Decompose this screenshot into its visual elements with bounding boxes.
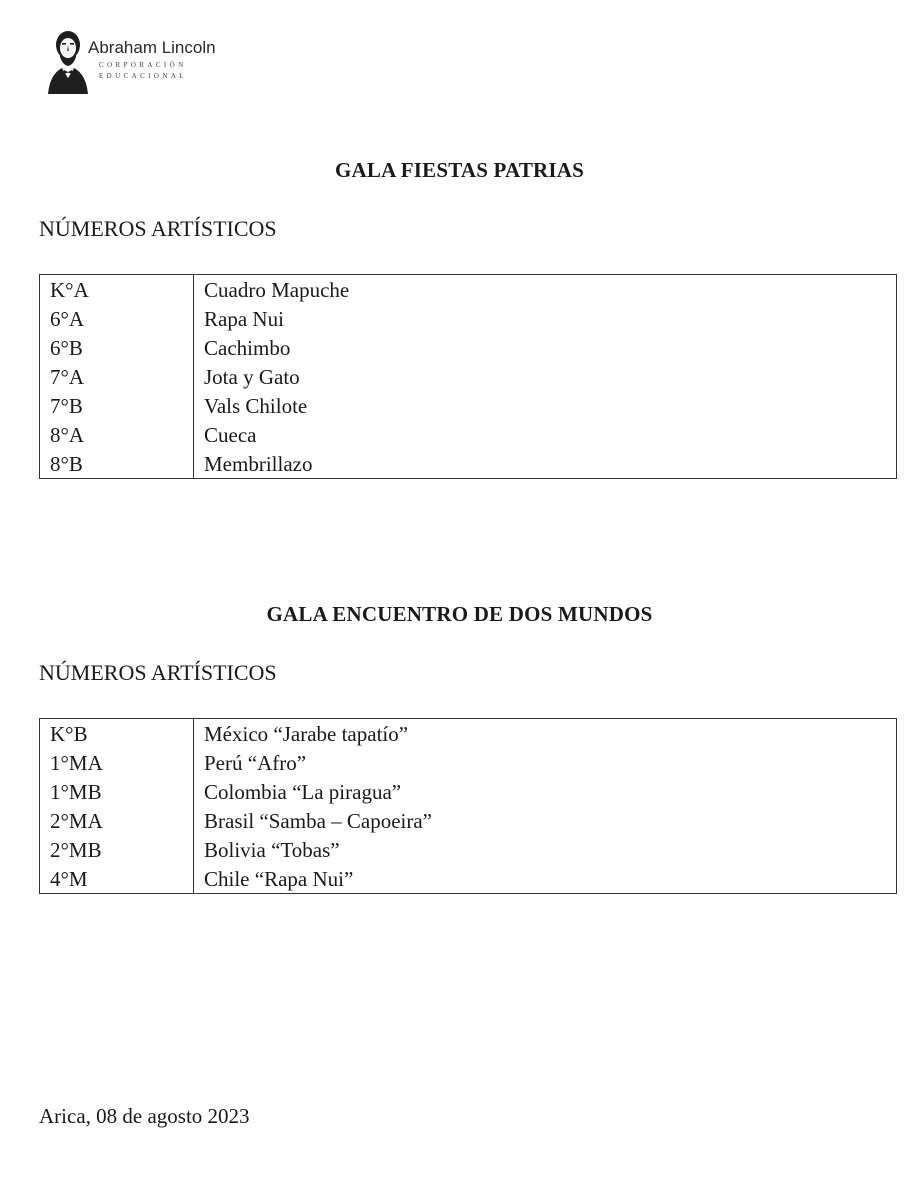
course-cell: 2°MB bbox=[40, 835, 194, 864]
course-cell: 8°A bbox=[40, 420, 194, 449]
place-date: Arica, 08 de agosto 2023 bbox=[39, 1104, 250, 1128]
course-cell: 7°A bbox=[40, 362, 194, 391]
course-cell: K°B bbox=[40, 719, 194, 749]
section2-table bbox=[39, 718, 897, 894]
table-row bbox=[40, 719, 897, 749]
course-cell: 7°B bbox=[40, 391, 194, 420]
table-row bbox=[40, 449, 897, 479]
logo-subtitle-line1: CORPORACIÓN bbox=[99, 61, 187, 69]
section1-table bbox=[39, 274, 897, 479]
act-cell: México “Jarabe tapatío” bbox=[204, 721, 409, 746]
course-cell: 1°MA bbox=[40, 748, 194, 777]
section1-title: GALA FIESTAS PATRIAS bbox=[334, 158, 585, 182]
table-row bbox=[40, 275, 897, 305]
act-cell: Chile “Rapa Nui” bbox=[204, 866, 354, 891]
act-cell: Vals Chilote bbox=[204, 393, 308, 418]
table-row bbox=[40, 304, 897, 333]
table-row bbox=[40, 333, 897, 362]
table-row bbox=[40, 362, 897, 391]
act-cell: Rapa Nui bbox=[204, 306, 284, 331]
course-cell: 8°B bbox=[40, 449, 194, 479]
section2-title: GALA ENCUENTRO DE DOS MUNDOS bbox=[266, 602, 653, 626]
act-cell: Cueca bbox=[204, 422, 257, 447]
act-cell: Brasil “Samba – Capoeira” bbox=[204, 808, 433, 833]
act-cell: Colombia “La piragua” bbox=[204, 779, 402, 804]
logo-name: Abraham Lincoln bbox=[88, 38, 216, 57]
act-cell: Cuadro Mapuche bbox=[204, 277, 350, 302]
course-cell: K°A bbox=[40, 275, 194, 305]
lincoln-portrait-icon bbox=[44, 28, 92, 98]
act-cell: Membrillazo bbox=[204, 451, 313, 476]
course-cell: 2°MA bbox=[40, 806, 194, 835]
table-row bbox=[40, 748, 897, 777]
act-cell: Perú “Afro” bbox=[204, 750, 307, 775]
course-cell: 1°MB bbox=[40, 777, 194, 806]
table-row bbox=[40, 864, 897, 894]
table-row bbox=[40, 420, 897, 449]
course-cell: 4°M bbox=[40, 864, 194, 894]
course-cell: 6°B bbox=[40, 333, 194, 362]
act-cell: Bolivia “Tobas” bbox=[204, 837, 340, 862]
section2-subheading: NÚMEROS ARTÍSTICOS bbox=[39, 660, 277, 685]
section1-subheading: NÚMEROS ARTÍSTICOS bbox=[39, 216, 277, 241]
table-row bbox=[40, 777, 897, 806]
act-cell: Cachimbo bbox=[204, 335, 291, 360]
table-row bbox=[40, 391, 897, 420]
table-row bbox=[40, 835, 897, 864]
school-logo bbox=[44, 28, 244, 100]
course-cell: 6°A bbox=[40, 304, 194, 333]
act-cell: Jota y Gato bbox=[204, 364, 300, 389]
logo-subtitle-line2: EDUCACIONAL bbox=[99, 72, 187, 80]
table-row bbox=[40, 806, 897, 835]
